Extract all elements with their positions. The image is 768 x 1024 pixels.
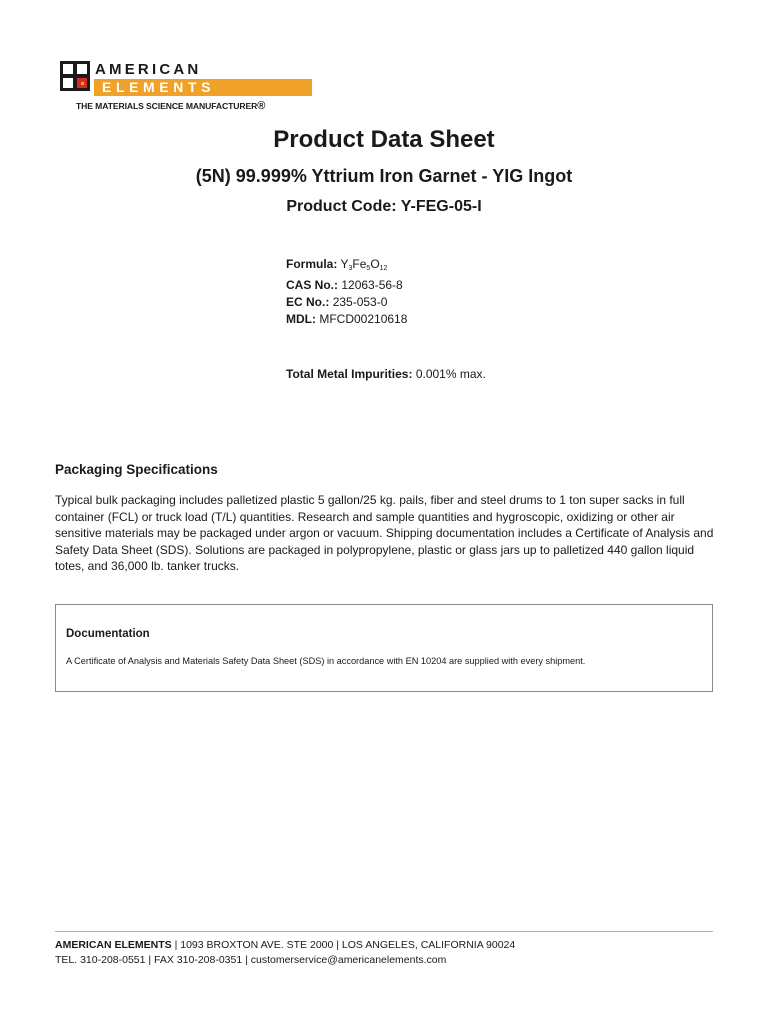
logo-grid-icon [60,61,90,91]
cas-value: 12063-56-8 [341,278,403,292]
formula-sub-o: 12 [379,265,388,272]
logo-tagline [76,101,265,111]
cas-label: CAS No.: [286,278,338,292]
mdl-label: MDL: [286,312,316,326]
product-code-label: Product Code: [286,198,397,215]
ec-value: 235-053-0 [332,295,388,309]
formula-label: Formula: [286,257,338,271]
footer-address-line [55,938,515,953]
product-name: (5N) 99.999% Yttrium Iron Garnet - YIG Ingot [195,166,573,186]
impurities-row [286,366,486,383]
footer-contact: TEL. 310-208-0551 | FAX 310-208-0351 | customerservice@americanelements.com [55,954,447,966]
registered-mark: ® [257,100,266,112]
product-properties [286,256,407,328]
documentation-text: A Certificate of Analysis and Materials Safety Data Sheet (SDS) in accordance with EN 10204 are supplied with every shipment. [66,656,586,666]
formula-row [286,256,407,277]
packaging-heading: Packaging Specifications [55,462,218,477]
formula-element-y: Y [340,257,349,271]
product-code [0,196,768,218]
documentation-heading: Documentation [66,628,150,640]
footer-divider [55,931,713,932]
logo-word-elements: ELEMENTS [102,79,216,95]
packaging-text: Typical bulk packaging includes palletized plastic 5 gallon/25 kg. pails, fiber and steel drums to 1 ton super sacks in full container (FCL) or truck load (T/L) quantities. Research and sample quantities and hygroscopic, oxidizing or other air sensitive materials may be packaged under argon or vacuum. Shipping documentation includes a Certificate of Analysis and Safety Data Sheet (SDS). Solutions are packaged in polypropylene, plastic or glass jars up to palletized 440 gallon liquid totes, and 36,000 lb. tanker trucks. [55,493,714,574]
cas-row [286,277,407,294]
formula-sub-fe: 5 [366,265,371,272]
logo-tagline-text: THE MATERIALS SCIENCE MANUFACTURER [76,101,258,111]
formula-element-o: O [370,257,380,271]
mdl-value: MFCD00210618 [319,312,408,326]
impurities-value: 0.001% max. [415,367,486,381]
impurities-label: Total Metal Impurities: [286,367,413,381]
product-code-value: Y-FEG-05-I [400,198,482,215]
american-elements-logo [60,60,280,116]
formula-element-fe: Fe [352,257,367,271]
documentation-box [55,604,713,692]
formula-value [340,257,387,271]
page-title: Product Data Sheet [273,126,495,153]
ec-label: EC No.: [286,295,330,309]
ec-row [286,294,407,311]
formula-sub-y: 3 [348,265,353,272]
footer-address: | 1093 BROXTON AVE. STE 2000 | LOS ANGELES, CALIFORNIA 90024 [171,939,516,951]
mdl-row [286,311,407,328]
footer [55,938,515,968]
footer-company: AMERICAN ELEMENTS [55,939,172,951]
logo-word-american: AMERICAN [95,61,202,78]
